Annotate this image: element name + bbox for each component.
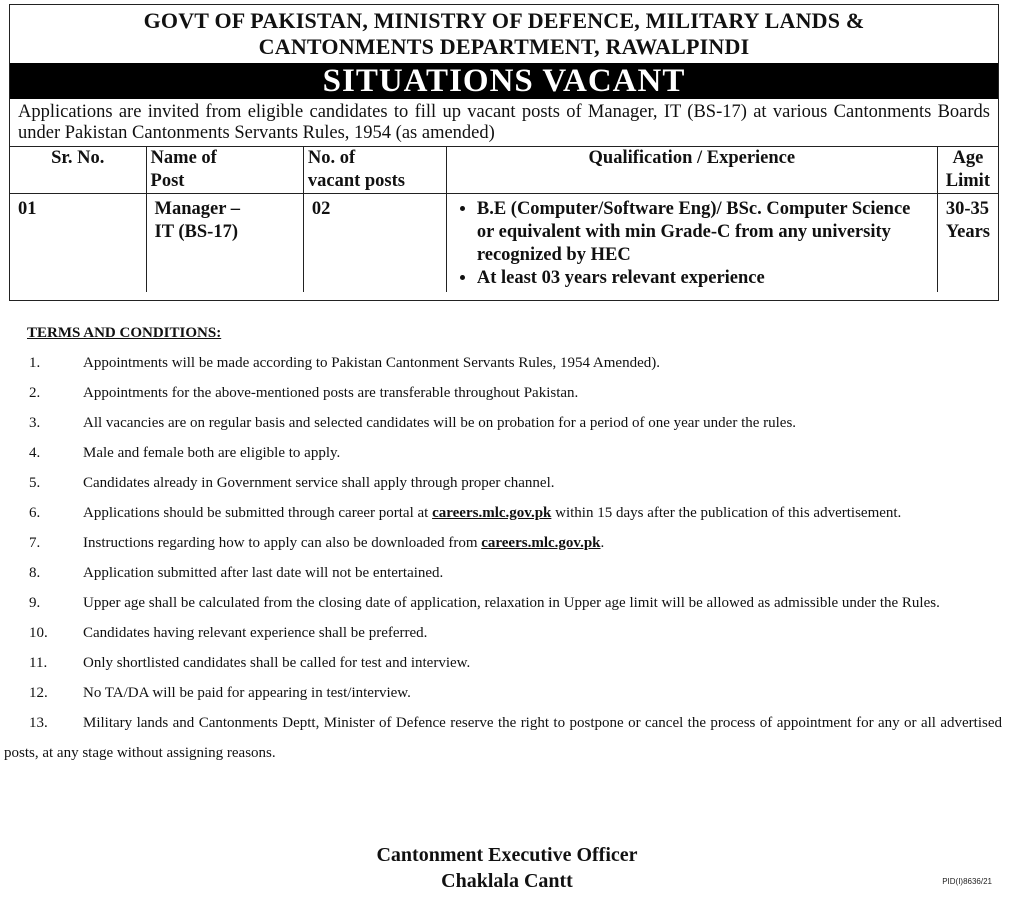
term-number: 2. bbox=[29, 385, 41, 401]
term-number: 8. bbox=[29, 565, 41, 581]
header-qualification: Qualification / Experience bbox=[446, 147, 937, 194]
term-item bbox=[19, 408, 1002, 438]
term-number: 5. bbox=[29, 475, 41, 491]
careers-download-link[interactable]: careers.mlc.gov.pk bbox=[481, 535, 601, 551]
header-name-of-post bbox=[146, 147, 303, 194]
term-number: 3. bbox=[29, 415, 41, 431]
vacancy-table bbox=[10, 146, 998, 292]
header-sr-no: Sr. No. bbox=[10, 147, 146, 194]
advertisement-box bbox=[9, 4, 999, 301]
term-text: . bbox=[600, 535, 605, 551]
term-item bbox=[19, 378, 1002, 408]
qualification-list bbox=[455, 198, 929, 290]
age-limit-unit: Years bbox=[945, 222, 990, 242]
careers-portal-link[interactable]: careers.mlc.gov.pk bbox=[432, 505, 552, 521]
term-text: Male and female both are eligible to apply. bbox=[83, 445, 341, 461]
cell-age-limit bbox=[937, 194, 998, 293]
term-text: Application submitted after last date will not be entertained. bbox=[83, 565, 444, 581]
term-number: 7. bbox=[29, 535, 41, 551]
term-number: 9. bbox=[29, 595, 41, 611]
term-text: Appointments for the above-mentioned posts are transferable throughout Pakistan. bbox=[83, 385, 579, 401]
term-text: Candidates having relevant experience shall be preferred. bbox=[83, 625, 428, 641]
terms-and-conditions bbox=[4, 318, 1002, 768]
term-item bbox=[19, 678, 1002, 708]
term-item bbox=[19, 648, 1002, 678]
term-item bbox=[19, 468, 1002, 498]
term-item bbox=[19, 558, 1002, 588]
cell-qualification bbox=[446, 194, 937, 293]
qualification-item: • B.E (Computer/Software Eng)/ BSc. Computer Science or equivalent with min Grade-C from any university recognized by HEC bbox=[477, 198, 929, 267]
intro-paragraph: Applications are invited from eligible candidates to fill up vacant posts of Manager, IT (BS-17) at various Cantonments Boards under Pakistan Cantonments Servants Rules, 1954 (as amended) bbox=[18, 102, 990, 143]
term-item bbox=[4, 588, 1002, 618]
header-no-line-2: vacant posts bbox=[307, 171, 405, 191]
header-name-line-2: Post bbox=[150, 171, 185, 191]
header-no-line-1: No. of bbox=[307, 148, 356, 168]
qualification-item: • At least 03 years relevant experience bbox=[477, 267, 929, 290]
term-text: Military lands and Cantonments Deptt, Minister of Defence reserve the right to postpone or cancel the process of appointment for any or all advertised posts, at any stage without assigning reasons. bbox=[4, 715, 1002, 761]
header-name-line-1: Name of bbox=[150, 148, 217, 168]
term-item bbox=[4, 498, 1002, 528]
header-age-line-2: Limit bbox=[945, 171, 990, 191]
term-number: 12. bbox=[29, 685, 48, 701]
cell-sr-no: 01 bbox=[10, 194, 146, 293]
term-item bbox=[4, 708, 1002, 768]
post-name-line-1: Manager – bbox=[154, 199, 241, 219]
term-number: 4. bbox=[29, 445, 41, 461]
term-text: Applications should be submitted through career portal at bbox=[83, 505, 433, 521]
term-item bbox=[19, 618, 1002, 648]
term-text: All vacancies are on regular basis and selected candidates will be on probation for a period of one year under the rules. bbox=[83, 415, 797, 431]
post-name-line-2: IT (BS-17) bbox=[154, 222, 238, 242]
terms-title: TERMS AND CONDITIONS: bbox=[27, 325, 222, 341]
term-text: Only shortlisted candidates shall be called for test and interview. bbox=[83, 655, 471, 671]
term-item bbox=[19, 438, 1002, 468]
term-number: 10. bbox=[29, 625, 48, 641]
term-number: 1. bbox=[29, 355, 41, 371]
age-limit-range: 30-35 bbox=[945, 199, 989, 219]
header-line-1: GOVT OF PAKISTAN, MINISTRY OF DEFENCE, MILITARY LANDS & bbox=[143, 8, 865, 33]
term-text: Candidates already in Government service shall apply through proper channel. bbox=[83, 475, 555, 491]
department-header bbox=[10, 5, 998, 60]
cell-post-name bbox=[146, 194, 303, 293]
table-row bbox=[10, 194, 998, 293]
term-text: within 15 days after the publication of this advertisement. bbox=[551, 505, 902, 521]
term-number: 11. bbox=[29, 655, 48, 671]
header-age-limit bbox=[937, 147, 998, 194]
term-text: Appointments will be made according to Pakistan Cantonment Servants Rules, 1954 Amended). bbox=[83, 355, 660, 371]
header-line-2: CANTONMENTS DEPARTMENT, RAWALPINDI bbox=[258, 34, 750, 59]
term-text: Instructions regarding how to apply can also be downloaded from bbox=[83, 535, 482, 551]
signature-location: Chaklala Cantt bbox=[441, 870, 573, 892]
term-item bbox=[19, 528, 1002, 558]
situations-vacant-banner: SITUATIONS VACANT bbox=[10, 63, 998, 99]
table-header-row bbox=[10, 147, 998, 194]
term-number: 6. bbox=[29, 505, 41, 521]
cell-vacant-posts: 02 bbox=[303, 194, 446, 293]
term-text: No TA/DA will be paid for appearing in test/interview. bbox=[83, 685, 411, 701]
term-number: 13. bbox=[29, 715, 48, 731]
signature-title: Cantonment Executive Officer bbox=[376, 844, 638, 866]
term-item bbox=[19, 348, 1002, 378]
header-vacant-posts bbox=[303, 147, 446, 194]
pid-number: PID(I)8636/21 bbox=[942, 877, 992, 886]
header-age-line-1: Age bbox=[952, 148, 984, 168]
term-text: Upper age shall be calculated from the closing date of application, relaxation in Upper age limit will be allowed as admissible under the Rules. bbox=[83, 595, 940, 611]
